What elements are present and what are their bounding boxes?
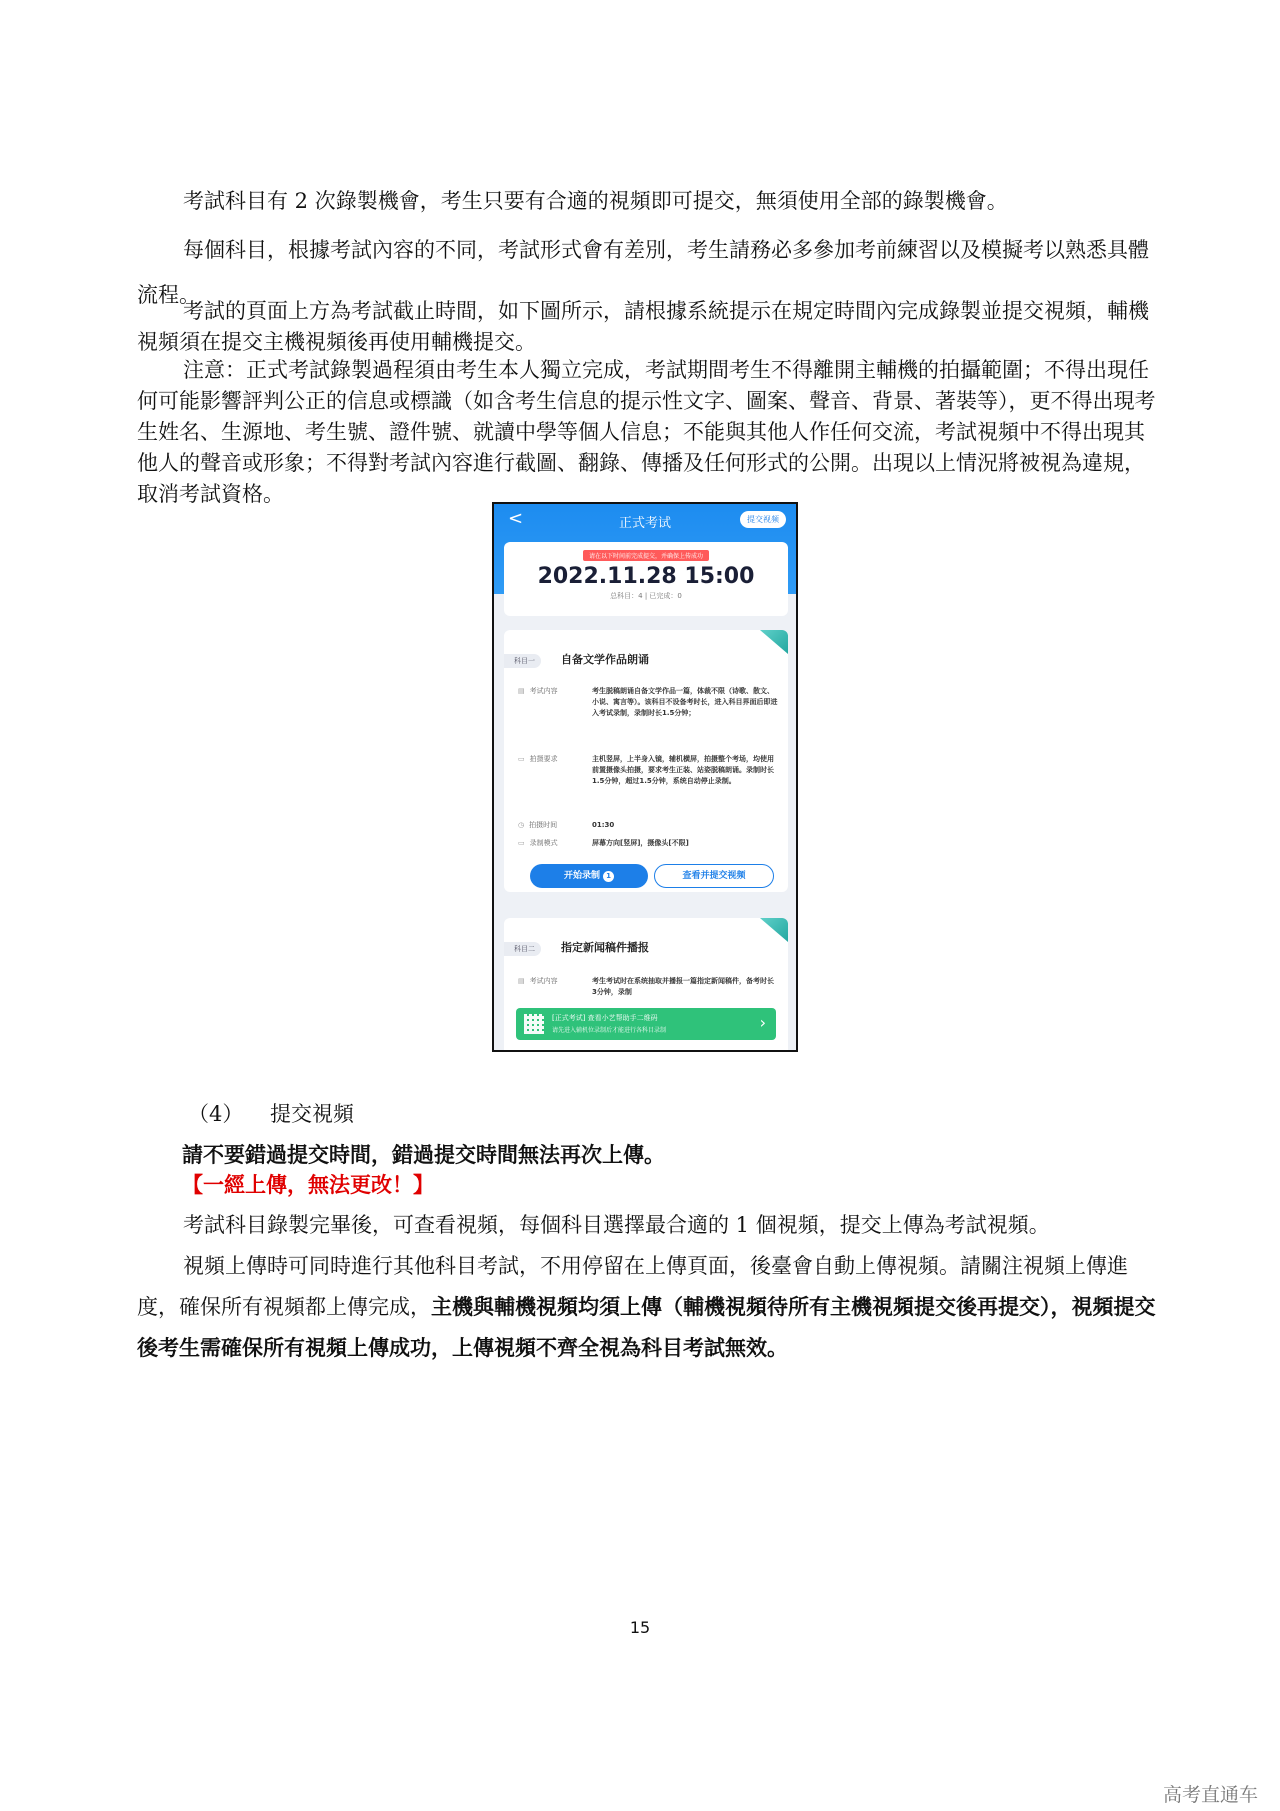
row-key: 拍摄时间: [529, 821, 558, 829]
deadline-time: 2022.11.28 15:00: [537, 564, 755, 589]
camera-icon: ▭: [518, 839, 525, 847]
paragraph-notice: 注意：正式考試錄製過程須由考生本人獨立完成，考試期間考生不得離開主輔機的拍攝範圍；不得出現任何可能影響評判公正的信息或標識（如含考生信息的提示性文字、圖案、聲音、背景、著裝等），更不得出現考生姓名、生源地、考生號、證件號、就讀中學等個人信息；不能與其他人作任何交流，考試視頻中不得出現其他人的聲音或形象；不得對考試內容進行截圖、翻錄、傳播及任何形式的公開。出現以上情況將被視為違規，取消考試資格。: [137, 358, 1156, 506]
submit-video-button[interactable]: 提交视频: [740, 511, 786, 528]
paragraph-recording-chances: 考試科目有 2 次錄製機會，考生只要有合適的視頻即可提交，無須使用全部的錄製機會。: [183, 189, 1008, 213]
warning-red: 【一經上傳，無法更改！】: [182, 1173, 434, 1197]
recording-count-badge: 1: [603, 871, 614, 882]
subject-label: 科目一: [504, 654, 541, 668]
row-value: 主机竖屏，上半身入镜，辅机横屏，拍摄整个考场，均使用前置摄像头拍摄，要求考生正装、站姿脱稿朗诵。录制时长1.5分钟，超过1.5分钟，系统自动停止录制。: [592, 755, 774, 785]
row-value: 屏幕方向[竖屏]，摄像头[不限]: [592, 839, 689, 847]
row-key: 拍摄要求: [529, 755, 558, 763]
subject-card-1: [504, 630, 788, 892]
app-title: 正式考试: [618, 516, 671, 531]
row-value: 考生脱稿朗诵自备文学作品一篇，体裁不限（诗歌、散文、小说、寓言等）。该科目不设备考时长，进入科目界面后即进入考试录制，录制时长1.5分钟；: [592, 687, 778, 717]
qr-banner-title: [正式考试] 查看小艺帮助手二维码: [552, 1014, 658, 1022]
clock-icon: ◷: [518, 821, 525, 829]
qr-banner-subtitle: 请先进入辅机位录制后才能进行各科目录制: [552, 1027, 667, 1034]
list-icon: ▤: [518, 687, 525, 695]
exam-app-screenshot: [492, 502, 798, 1052]
chevron-right-icon: ›: [759, 1013, 766, 1032]
subject-label: 科目二: [504, 942, 541, 956]
row-value: 考生考试时在系统抽取并播报一篇指定新闻稿件，备考时长3分钟，录制: [592, 977, 774, 996]
back-icon[interactable]: <: [508, 508, 524, 529]
qr-code-icon: [524, 1014, 544, 1034]
corner-tag-icon: [760, 918, 788, 942]
subject-name: 指定新闻稿件播报: [561, 941, 649, 954]
section-title: 提交視頻: [270, 1102, 354, 1126]
paragraph-upload: [137, 1246, 1162, 1369]
corner-tag-icon: [760, 630, 788, 654]
row-shoot: [518, 754, 778, 814]
subject-stats: 总科目：4 | 已完成：0: [610, 592, 682, 600]
deadline-card: [504, 542, 788, 616]
watermark: 高考直通车: [1162, 1784, 1258, 1806]
upload-text-bold: 主機與輔機視頻均須上傳（輔機視頻待所有主機視頻提交後再提交），視頻提交後考生需確保所有視頻上傳成功，上傳視頻不齊全視為科目考試無效。: [137, 1295, 1156, 1360]
row-key: 录制模式: [529, 839, 558, 847]
paragraph-deadline: 考試的頁面上方為考試截止時間，如下圖所示，請根據系統提示在規定時間內完成錄製並提交視頻，輔機視頻須在提交主機視頻後再使用輔機提交。: [137, 299, 1149, 354]
deadline-note: 请在以下时间前完成提交，并确保上传成功: [583, 550, 709, 561]
list-icon: ▤: [518, 977, 525, 985]
page-number: 15: [629, 1618, 651, 1637]
qr-code-banner[interactable]: [516, 1008, 776, 1040]
warning-bold: 請不要錯過提交時間，錯過提交時間無法再次上傳。: [182, 1143, 665, 1167]
paragraph-exam-format: 每個科目，根據考試內容的不同，考試形式會有差別，考生請務必多參加考前練習以及模擬考以熟悉具體流程。: [137, 238, 1149, 307]
section-number: （4）: [188, 1102, 244, 1126]
start-label: 开始录制: [563, 871, 600, 881]
row-value: 01:30: [592, 821, 615, 829]
start-recording-button[interactable]: [530, 864, 648, 888]
upload-text: 視頻上傳時可同時進行其他科目考試，不用停留在上傳頁面，後臺會自動上傳視頻。請關注視頻上傳進度，確保所有視頻都上傳完成，: [137, 1254, 1128, 1319]
paragraph-select-video: 考試科目錄製完畢後，可查看視頻，每個科目選擇最合適的 1 個視頻，提交上傳為考試視頻。: [183, 1213, 1050, 1237]
row-key: 考试内容: [529, 687, 558, 695]
row-content: [518, 686, 778, 750]
video-icon: ▭: [518, 755, 525, 763]
subject-name: 自备文学作品朗诵: [561, 653, 649, 666]
view-submit-video-button[interactable]: 查看并提交视频: [654, 864, 774, 888]
row-key: 考试内容: [529, 977, 558, 985]
